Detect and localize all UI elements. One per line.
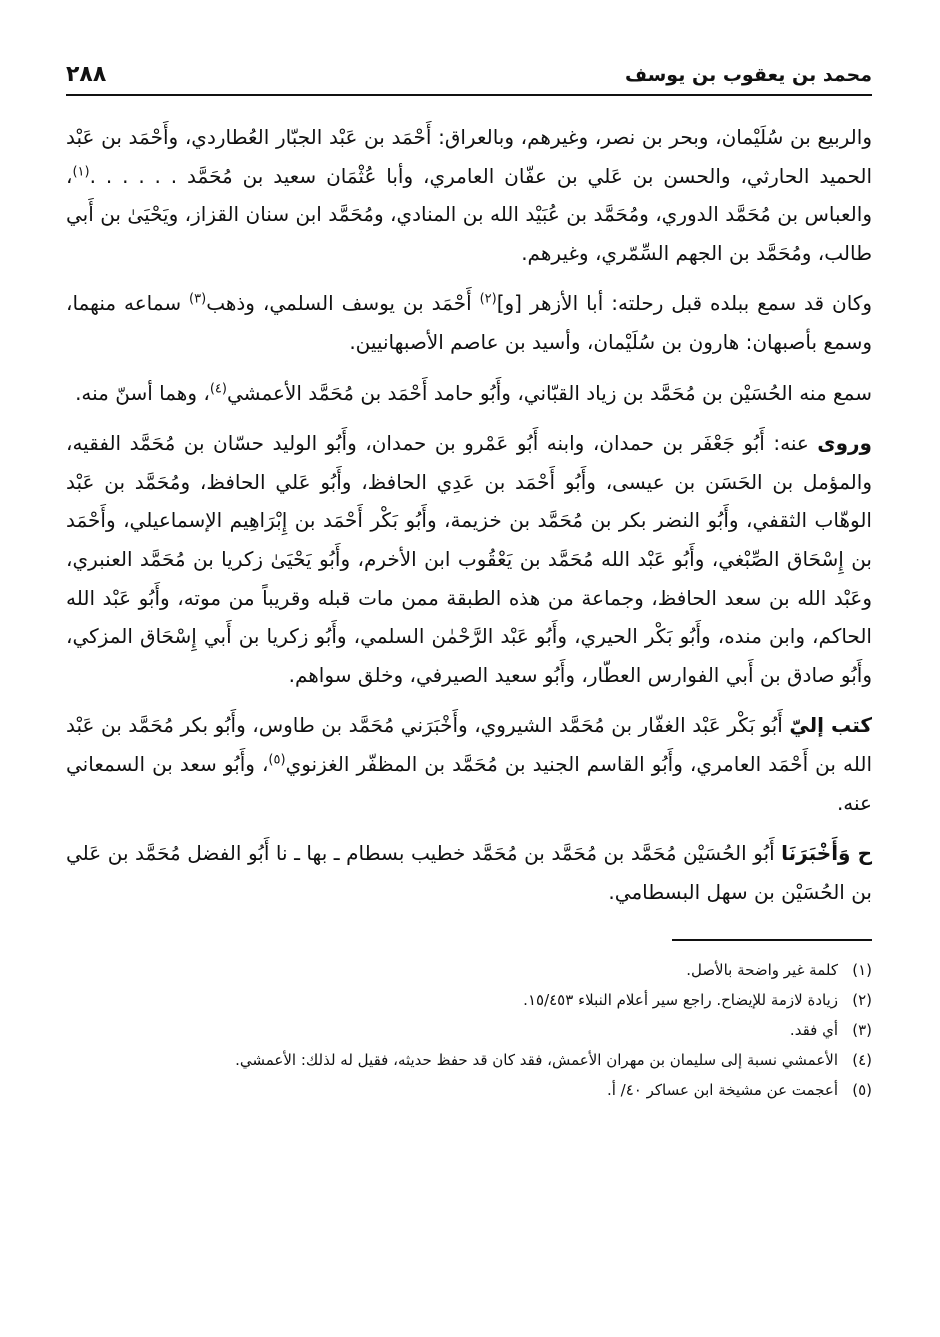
footnote	[66, 1015, 872, 1045]
page-header	[66, 56, 872, 96]
footnote-divider	[672, 939, 872, 941]
running-title: محمد بن يعقوب بن يوسف	[625, 64, 872, 86]
footnote-ref: (٤)	[209, 380, 227, 396]
footnotes	[66, 955, 872, 1105]
paragraph	[66, 424, 872, 694]
footnote	[66, 985, 872, 1015]
paragraph-lead: كتب إليّ	[789, 713, 873, 738]
paragraph	[66, 284, 872, 361]
paragraph-lead: ح وَأَخْبَرَنَا	[781, 841, 873, 866]
footnote-text: أعجمت عن مشيخة ابن عساكر ٤٠/ أ.	[606, 1081, 838, 1100]
footnote	[66, 1045, 872, 1075]
paragraph	[66, 374, 872, 413]
footnote-ref: (١)	[72, 163, 90, 179]
footnote-ref: (٣)	[189, 291, 207, 307]
paragraph-tail: أَحْمَد بن يوسف السلمي، وذهب	[206, 291, 480, 316]
paragraph	[66, 118, 872, 272]
footnote-ref: (٢)	[479, 291, 497, 307]
paragraph	[66, 834, 872, 911]
footnote-ref: (٥)	[268, 752, 286, 768]
page-number: ٢٨٨	[66, 62, 107, 87]
paragraph-text: والربيع بن سُلَيْمان، وبحر بن نصر، وغيرهم، وبالعراق: أَحْمَد بن عَبْد الجبّار العُطاردي، وأَحْمَد بن عَبْد الحميد الحارثي، والحسن بن عَلي بن عفّان العامري، وأبا عُثْمَان سعيد بن مُحَمَّد . . . . . .	[66, 125, 872, 188]
paragraph-tail: سماعه منهما، وسمع بأصبهان: هارون بن سُلَيْمان، وأسيد بن عاصم الأصبهانيين.	[66, 291, 872, 354]
footnote-number: (٤)	[852, 1051, 872, 1070]
paragraph-text: عنه: أَبُو جَعْفَر بن حمدان، وابنه أَبُو عَمْرو بن حمدان، وأَبُو الوليد حسّان بن مُحَمَّد الفقيه، والمؤمل بن الحَسَن بن عيسى، وأَبُو أَحْمَد بن عَدِي الحافظ، وأَبُو عَلي الحافظ، ومُحَمَّد بن عَبْد الوهّاب الثقفي، وأَبُو النضر بكر بن مُحَمَّد بن خزيمة، وأَبُو بَكْر أَحْمَد بن إِبْرَاهِيم الإسماعيلي، وأَحْمَد بن إِسْحَاق الصِّبْغي، وأَبُو عَبْد الله مُحَمَّد بن يَعْقُوب ابن الأخرم، وأَبُو يَحْيَىٰ زكريا بن مُحَمَّد العنبري، وعَبْد الله بن سعد الحافظ، وجماعة من هذه الطبقة ممن مات قبله وقريباً من موته، وأَبُو عَبْد الله الحاكم، وابن منده، وأَبُو بَكْر الحيري، وأَبُو عَبْد الرَّحْمٰن السلمي، وأَبُو زكريا بن أَبي إِسْحَاق المزكي، وأَبُو صادق بن أَبي الفوارس العطّار، وأَبُو سعيد الصيرفي، وخلق سواهم.	[66, 431, 872, 687]
paragraph-tail: ، وهما أسنّ منه.	[75, 380, 210, 405]
paragraph-text: أَبُو بَكْر عَبْد الغفّار بن مُحَمَّد الشيروي، وأَخْبَرَني مُحَمَّد بن طاوس، وأَبُو بكر مُحَمَّد بن عَبْد الله بن أَحْمَد العامري، وأَبُو القاسم الجنيد بن مُحَمَّد بن المظفّر الغزنوي	[66, 713, 872, 776]
main-text	[66, 118, 872, 911]
footnote-text: زيادة لازمة للإيضاح. راجع سير أعلام النبلاء ١٥/٤٥٣.	[523, 991, 838, 1010]
footnote-text: الأعمشي نسبة إلى سليمان بن مهران الأعمش، فقد كان قد حفظ حديثه، فقيل له لذلك: الأعمشي.	[235, 1051, 838, 1070]
paragraph-lead: وروى	[817, 431, 872, 456]
footnote-number: (٣)	[852, 1021, 872, 1040]
paragraph-tail: ، وأَبُو سعد بن السمعاني عنه.	[66, 751, 872, 815]
footnote-number: (١)	[852, 961, 872, 980]
footnote-number: (٢)	[852, 991, 872, 1010]
footnote-number: (٥)	[852, 1081, 872, 1100]
document-page	[66, 56, 872, 1105]
paragraph-text: وكان قد سمع ببلده قبل رحلته: أبا الأزهر [و]	[496, 291, 873, 316]
paragraph-text: أَبُو الحُسَيْن مُحَمَّد بن مُحَمَّد بن مُحَمَّد خطيب بسطام ـ بها ـ نا أَبُو الفضل مُحَمَّد بن عَلي بن الحُسَيْن بن سهل البسطامي.	[66, 841, 872, 904]
footnote	[66, 1075, 872, 1105]
footnote-text: كلمة غير واضحة بالأصل.	[686, 961, 838, 980]
footnote	[66, 955, 872, 985]
paragraph	[66, 706, 872, 822]
paragraph-tail: ، والعباس بن مُحَمَّد الدوري، ومُحَمَّد بن عُبَيْد الله بن المنادي، ومُحَمَّد ابن سنان القزاز، ويَحْيَىٰ بن أَبي طالب، ومُحَمَّد بن الجهم السِّمّري، وغيرهم.	[66, 163, 872, 265]
footnote-text: أي فقد.	[789, 1021, 838, 1040]
paragraph-text: سمع منه الحُسَيْن بن مُحَمَّد بن زياد القبّاني، وأَبُو حامد أَحْمَد بن مُحَمَّد الأعمشي	[226, 380, 872, 405]
